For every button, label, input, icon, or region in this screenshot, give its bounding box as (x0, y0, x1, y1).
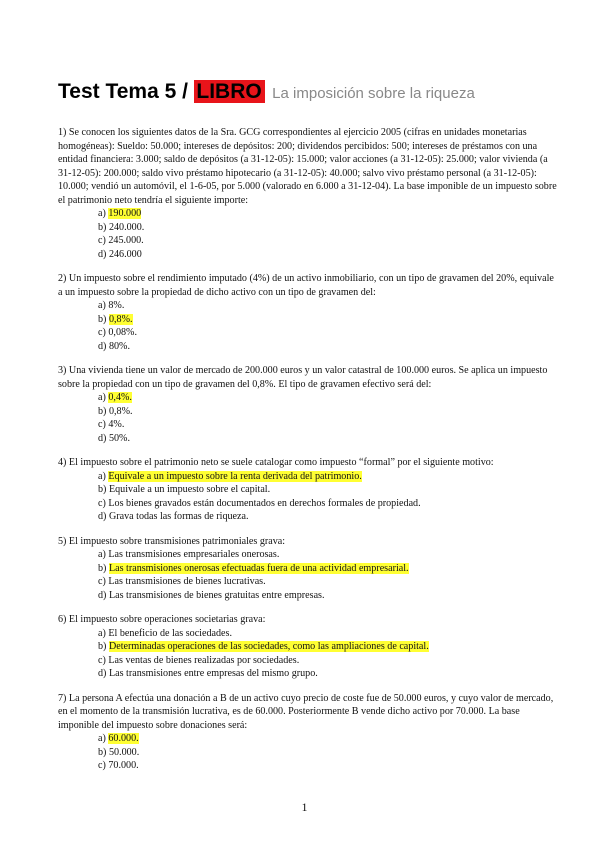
answer-letter: c) (98, 576, 106, 587)
answer-text-highlighted: Equivale a un impuesto sobre la renta derivada del patrimonio. (108, 470, 362, 482)
answer-letter: d) (98, 248, 107, 260)
answer-text: 50.000. (108, 746, 140, 758)
answer-text: 4%. (108, 419, 125, 430)
question-block (58, 692, 558, 773)
answer-letter: b) (98, 484, 107, 495)
answer-option (98, 234, 558, 248)
answer-text: Grava todas las formas de riqueza. (108, 511, 249, 522)
answer-option (98, 510, 558, 524)
answer-text-highlighted: 60.000. (108, 733, 139, 744)
answer-option (98, 207, 558, 221)
answer-option (98, 221, 558, 235)
answer-text: Las transmisiones entre empresas del mismo grupo. (108, 668, 318, 679)
answer-option (98, 418, 558, 432)
title-tag: LIBRO (194, 80, 264, 103)
answer-letter: b) (98, 405, 107, 417)
question-list (58, 126, 558, 784)
answer-text: Las transmisiones empresariales onerosas. (108, 549, 280, 560)
answer-list (58, 299, 558, 353)
answer-option (98, 326, 558, 340)
answer-letter: c) (98, 497, 106, 509)
answer-list (58, 391, 558, 445)
question-block (58, 456, 558, 524)
answer-option (98, 391, 558, 405)
question-text: 1) Se conocen los siguientes datos de la Sra. GCG correspondientes al ejercicio 2005 (cifras en unidades monetarias homogéneas): Sueldo: 50.000; intereses de depósitos: 200; dividendos percibidos: 500; intereses de préstamos con una entidad financiera: 3.000; saldo de depósitos (a 31-12-05): 15.000; valor acciones (a 31-12-05): 25.000; valor vivienda (a 31-12-05): 200.000; saldo vivo préstamo hipotecario (a 31-12-05): 40.000; salvo vivo préstamo personal (a 31-12-05): 10.000; vendió un automóvil, el 1-6-05, por 5.000 (valorado en 6.000 a 31-12-04). La base imponible de un impuesto sobre el patrimonio neto tendría el siguiente importe: (58, 127, 557, 206)
answer-text: 0,8%. (108, 405, 133, 417)
answer-option (98, 746, 558, 760)
answer-text-highlighted: 190.000 (108, 208, 142, 219)
answer-option (98, 589, 558, 603)
answer-text: 245.000. (108, 235, 144, 246)
answer-option (98, 483, 558, 497)
answer-text-highlighted: Las transmisiones onerosas efectuadas fuera de una actividad empresarial. (108, 562, 409, 574)
answer-text: Las transmisiones de bienes gratuitas entre empresas. (108, 589, 325, 601)
answer-text: 50%. (108, 432, 130, 444)
answer-text: Los bienes gravados están documentados en derechos formales de propiedad. (108, 497, 421, 509)
answer-option (98, 654, 558, 668)
answer-text-highlighted: 0,8%. (108, 313, 133, 325)
answer-letter: d) (98, 432, 107, 444)
answer-text: Las transmisiones de bienes lucrativas. (108, 576, 266, 587)
title-subtitle: La imposición sobre la riqueza (272, 85, 475, 102)
answer-letter: c) (98, 654, 106, 666)
answer-text-highlighted: 0,4%. (108, 392, 132, 403)
question-text: 5) El impuesto sobre transmisiones patrimoniales grava: (58, 535, 286, 547)
answer-letter: a) (98, 208, 106, 219)
answer-option (98, 667, 558, 681)
answer-letter: c) (98, 235, 106, 246)
answer-option (98, 627, 558, 641)
answer-text: 70.000. (108, 760, 139, 771)
answer-text: 8%. (108, 300, 125, 311)
answer-text: El beneficio de las sociedades. (108, 627, 232, 639)
answer-option (98, 640, 558, 654)
answer-text: 246.000 (108, 248, 142, 260)
answer-option (98, 405, 558, 419)
answer-letter: d) (98, 511, 107, 522)
answer-letter: a) (98, 549, 106, 560)
answer-letter: a) (98, 470, 106, 482)
answer-letter: a) (98, 392, 106, 403)
answer-option (98, 470, 558, 484)
answer-letter: d) (98, 340, 107, 352)
page-title (58, 80, 475, 104)
answer-option (98, 759, 558, 773)
answer-option (98, 299, 558, 313)
answer-option (98, 732, 558, 746)
answer-text: Equivale a un impuesto sobre el capital. (108, 484, 271, 495)
answer-letter: a) (98, 627, 106, 639)
answer-letter: b) (98, 313, 107, 325)
answer-letter: b) (98, 641, 107, 652)
question-text: 7) La persona A efectúa una donación a B de un activo cuyo precio de coste fue de 50.000 euros, y cuyo valor de mercado, en el momento de la transmisión lucrativa, es de 60.000. Posteriormente B vende dicho activo por 70.000. La base imponible del impuesto sobre donaciones será: (58, 692, 554, 731)
question-text: 4) El impuesto sobre el patrimonio neto se suele catalogar como impuesto “formal” por el siguiente motivo: (58, 457, 494, 468)
question-text: 6) El impuesto sobre operaciones societarias grava: (58, 614, 266, 625)
answer-text: 240.000. (108, 221, 145, 233)
answer-list (58, 627, 558, 681)
answer-text: 80%. (108, 340, 130, 352)
answer-letter: b) (98, 221, 107, 233)
answer-option (98, 497, 558, 511)
answer-option (98, 313, 558, 327)
question-block (58, 535, 558, 603)
answer-option (98, 340, 558, 354)
answer-option (98, 548, 558, 562)
answer-list (58, 548, 558, 602)
answer-option (98, 248, 558, 262)
answer-letter: b) (98, 562, 107, 574)
answer-letter: c) (98, 327, 106, 338)
answer-letter: d) (98, 589, 107, 601)
answer-text: Las ventas de bienes realizadas por sociedades. (108, 654, 300, 666)
answer-option (98, 432, 558, 446)
answer-letter: c) (98, 419, 106, 430)
answer-letter: b) (98, 746, 107, 758)
answer-letter: a) (98, 300, 106, 311)
page-number: 1 (301, 800, 308, 814)
answer-text-highlighted: Determinadas operaciones de las sociedades, como las ampliaciones de capital. (108, 641, 429, 652)
title-main: Test Tema 5 / (58, 80, 188, 103)
answer-option (98, 562, 558, 576)
question-block (58, 364, 558, 445)
answer-text: 0,08%. (108, 327, 137, 338)
question-block (58, 272, 558, 353)
question-block (58, 613, 558, 681)
question-text: 2) Un impuesto sobre el rendimiento imputado (4%) de un activo inmobiliario, con un tipo de gravamen del 20%, equivale a un impuesto sobre la propiedad de dicho activo con un tipo de gravamen del: (58, 273, 554, 298)
answer-list (58, 207, 558, 261)
answer-letter: a) (98, 733, 106, 744)
answer-letter: d) (98, 668, 107, 679)
question-text: 3) Una vivienda tiene un valor de mercado de 200.000 euros y un valor catastral de 100.000 euros. Se aplica un impuesto sobre la propiedad con un tipo de gravamen del 0,8%. El tipo de gravamen efectivo será del: (58, 365, 548, 390)
answer-letter: c) (98, 760, 106, 771)
answer-list (58, 732, 558, 773)
question-block (58, 126, 558, 261)
answer-list (58, 470, 558, 524)
answer-option (98, 575, 558, 589)
